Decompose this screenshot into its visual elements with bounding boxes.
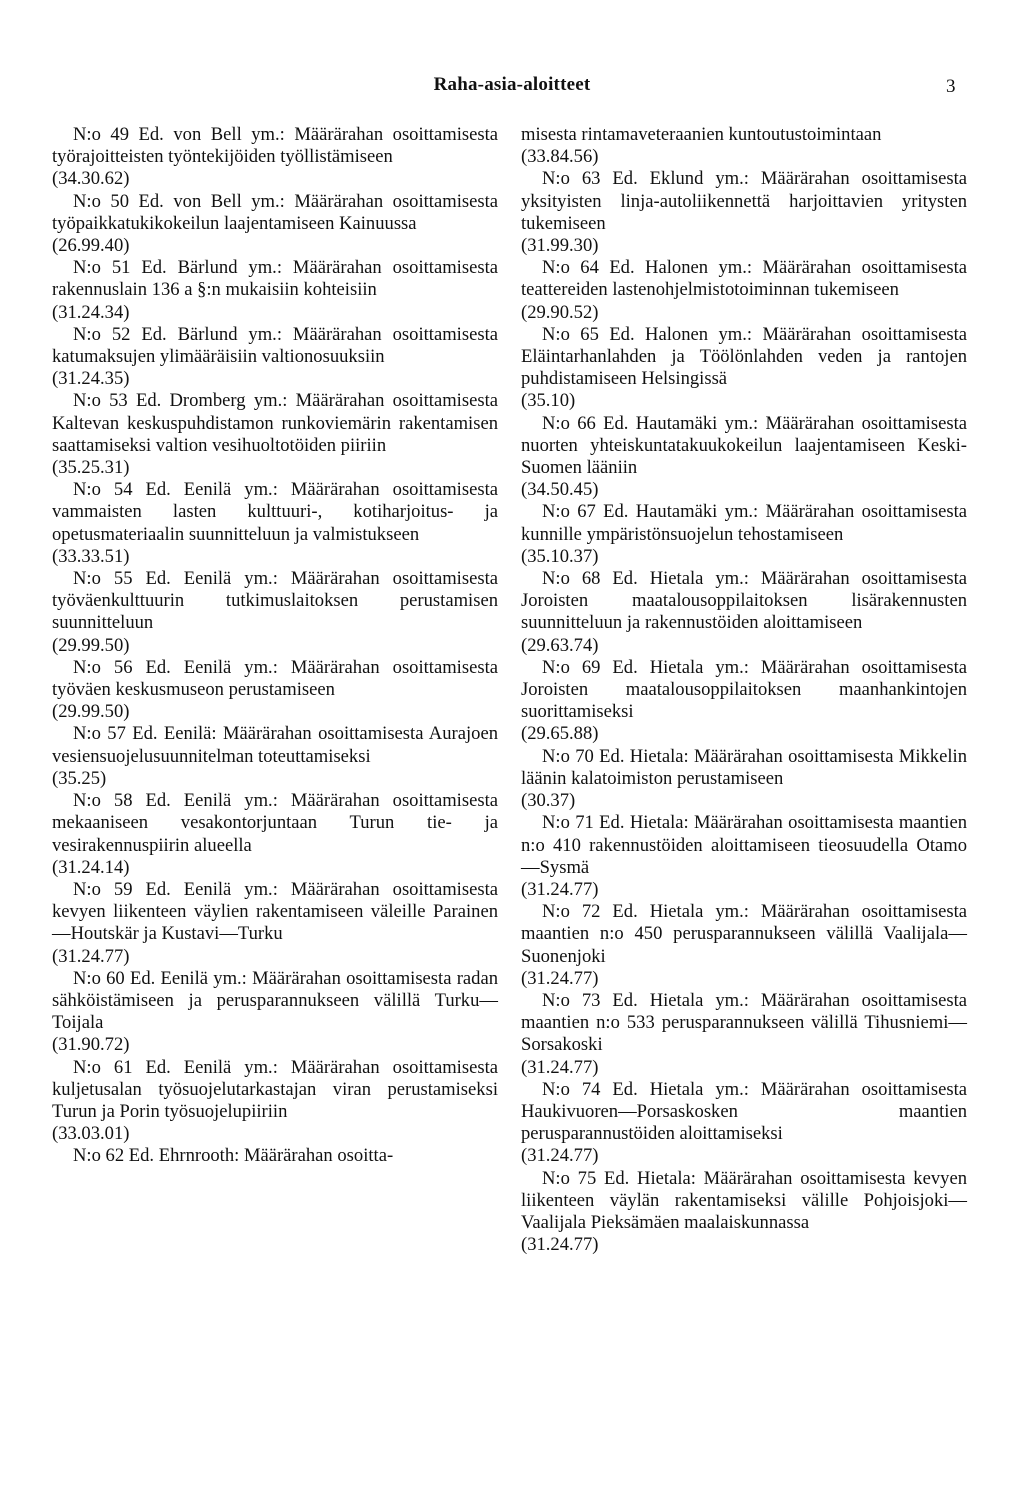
budget-code: (31.24.77) xyxy=(521,1056,599,1078)
budget-code: (31.24.34) xyxy=(52,301,130,323)
motion-entry: N:o 50 Ed. von Bell ym.: Määrärahan osoittamisesta työpaikkatukikokeilun laajentamiseen Kainuussa xyxy=(52,190,498,234)
budget-code: (34.50.45) xyxy=(521,479,599,501)
motion-entry: N:o 63 Ed. Eklund ym.: Määrärahan osoittamisesta yksityisten linja-autoliikennettä harjoittavien yritysten tukemiseen xyxy=(521,168,967,234)
budget-code: (29.63.74) xyxy=(521,634,599,656)
motion-entry: N:o 67 Ed. Hautamäki ym.: Määrärahan osoittamisesta kunnille ympäristönsuojelun tehostamiseen xyxy=(521,501,967,545)
motion-entry: N:o 57 Ed. Eenilä: Määrärahan osoittamisesta Aurajoen vesiensuojelusuunnitelman toteuttamiseksi xyxy=(52,723,498,767)
motion-entry: N:o 62 Ed. Ehrnrooth: Määrärahan osoitta- xyxy=(73,1145,394,1167)
motion-entry: N:o 70 Ed. Hietala: Määrärahan osoittamisesta Mikkelin läänin kalatoimiston perustamiseen xyxy=(521,745,967,789)
budget-code: (26.99.40) xyxy=(52,235,130,257)
page-title: Raha-asia-aloitteet xyxy=(433,74,591,95)
motion-entry: N:o 65 Ed. Halonen ym.: Määrärahan osoittamisesta Eläintarhanlahden ja Töölönlahden veden ja rantojen puhdistamiseen Helsingissä xyxy=(521,323,967,390)
motion-entry: N:o 75 Ed. Hietala: Määrärahan osoittamisesta kevyen liikenteen väylän rakentamiseksi välille Pohjoisjoki—Vaalijala Pieksämäen maalaiskunnassa xyxy=(521,1167,967,1233)
budget-code: (30.37) xyxy=(521,790,576,812)
budget-code: (29.90.52) xyxy=(521,301,599,323)
motion-entry: N:o 74 Ed. Hietala ym.: Määrärahan osoittamisesta Haukivuoren—Porsaskosken maantien perusparannustöiden aloittamiseksi xyxy=(521,1078,967,1145)
budget-code: (35.10.37) xyxy=(521,545,599,567)
page-number: 3 xyxy=(946,76,956,97)
motion-entry: N:o 71 Ed. Hietala: Määrärahan osoittamisesta maantien n:o 410 rakennustöiden aloittamiseen tieosuudella Otamo—Sysmä xyxy=(521,812,967,878)
budget-code: (29.99.50) xyxy=(52,701,130,723)
budget-code: (31.24.77) xyxy=(521,878,599,900)
budget-code: (29.65.88) xyxy=(521,723,599,745)
motion-entry: N:o 51 Ed. Bärlund ym.: Määrärahan osoittamisesta rakennuslain 136 a §:n mukaisiin kohteisiin xyxy=(52,257,498,301)
left-column xyxy=(52,124,498,1168)
motion-entry: N:o 73 Ed. Hietala ym.: Määrärahan osoittamisesta maantien n:o 533 perusparannukseen välillä Tihusniemi—Sorsakoski xyxy=(521,989,967,1056)
budget-code: (31.99.30) xyxy=(521,235,599,257)
budget-code: (31.24.77) xyxy=(52,945,130,967)
budget-code: (35.10) xyxy=(521,390,576,412)
budget-code: (29.99.50) xyxy=(52,634,130,656)
motion-entry: N:o 64 Ed. Halonen ym.: Määrärahan osoittamisesta teattereiden lastenohjelmistotoiminnan tukemiseen xyxy=(521,257,967,301)
budget-code: (31.24.35) xyxy=(52,368,130,390)
motion-entry: N:o 54 Ed. Eenilä ym.: Määrärahan osoittamisesta vammaisten lasten kulttuuri-, kotiharjoitus- ja opetusmateriaalin suunnitteluun ja valmistukseen xyxy=(52,479,498,545)
motion-entry: N:o 66 Ed. Hautamäki ym.: Määrärahan osoittamisesta nuorten yhteiskuntatakuukokeilun laajentamiseen Keski-Suomen lääniin xyxy=(521,412,967,479)
motion-entry: N:o 58 Ed. Eenilä ym.: Määrärahan osoittamisesta mekaaniseen vesakontorjuntaan Turun tie- ja vesirakennuspiirin alueella xyxy=(52,790,498,856)
budget-code: (35.25) xyxy=(52,767,107,789)
budget-code: (33.84.56) xyxy=(521,146,599,168)
budget-code: (31.24.77) xyxy=(521,1145,599,1167)
motion-entry: N:o 49 Ed. von Bell ym.: Määrärahan osoittamisesta työrajoitteisten työntekijöiden työllistämiseen xyxy=(52,124,498,168)
budget-code: (33.03.01) xyxy=(52,1123,130,1145)
budget-code: (34.30.62) xyxy=(52,168,130,190)
motion-entry: N:o 60 Ed. Eenilä ym.: Määrärahan osoittamisesta radan sähköistämiseen ja perusparannukseen välillä Turku—Toijala xyxy=(52,967,498,1034)
motion-entry: N:o 69 Ed. Hietala ym.: Määrärahan osoittamisesta Joroisten maatalousoppilaitoksen maanhankintojen suorittamiseksi xyxy=(521,656,967,723)
motion-entry: N:o 52 Ed. Bärlund ym.: Määrärahan osoittamisesta katumaksujen ylimääräisiin valtionosuuksiin xyxy=(52,323,498,368)
motion-entry: N:o 59 Ed. Eenilä ym.: Määrärahan osoittamisesta kevyen liikenteen väylien rakentamiseen väleille Parainen—Houtskär ja Kustavi—Turku xyxy=(52,878,498,945)
motion-entry: N:o 53 Ed. Dromberg ym.: Määrärahan osoittamisesta Kaltevan keskuspuhdistamon runkoviemärin rakentamisen saattamiseksi valtion vesihuoltotöiden piiriin xyxy=(52,390,498,456)
motion-entry: N:o 72 Ed. Hietala ym.: Määrärahan osoittamisesta maantien n:o 450 perusparannukseen välillä Vaalijala—Suonenjoki xyxy=(521,901,967,967)
motion-continuation: misesta rintamaveteraanien kuntoutustoimintaan xyxy=(521,124,882,145)
budget-code: (31.24.77) xyxy=(521,1234,599,1256)
motion-entry: N:o 55 Ed. Eenilä ym.: Määrärahan osoittamisesta työväenkulttuurin tutkimuslaitoksen perustamisen suunnitteluun xyxy=(52,568,498,634)
motion-entry: N:o 61 Ed. Eenilä ym.: Määrärahan osoittamisesta kuljetusalan työsuojelutarkastajan viran perustamiseksi Turun ja Porin työsuojelupiiriin xyxy=(52,1056,498,1122)
budget-code: (31.90.72) xyxy=(52,1034,130,1056)
motion-entry: N:o 56 Ed. Eenilä ym.: Määrärahan osoittamisesta työväen keskusmuseon perustamiseen xyxy=(52,656,498,701)
right-column xyxy=(521,124,967,1256)
budget-code: (31.24.14) xyxy=(52,856,130,878)
motion-entry: N:o 68 Ed. Hietala ym.: Määrärahan osoittamisesta Joroisten maatalousoppilaitoksen lisärakennusten suunnitteluun ja rakennustöiden aloittamiseen xyxy=(521,568,967,634)
budget-code: (31.24.77) xyxy=(521,967,599,989)
budget-code: (33.33.51) xyxy=(52,545,130,567)
budget-code: (35.25.31) xyxy=(52,457,130,479)
